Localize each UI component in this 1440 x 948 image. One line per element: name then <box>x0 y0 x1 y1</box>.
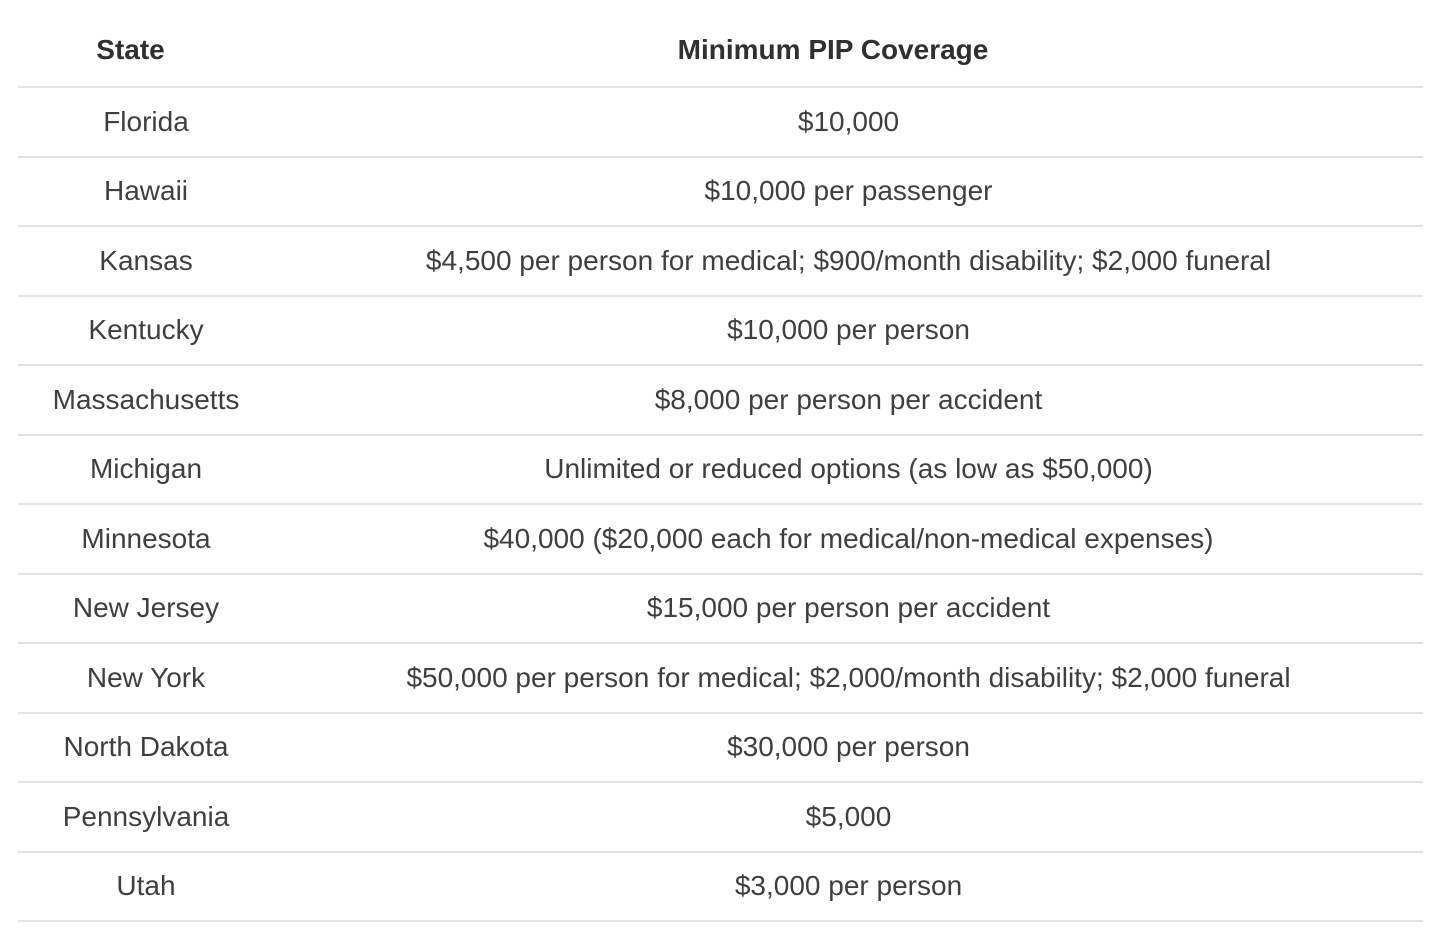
coverage-cell: $5,000 <box>274 782 1423 852</box>
coverage-cell: $10,000 per passenger <box>274 157 1423 227</box>
table-row <box>18 435 1423 505</box>
coverage-cell: $10,000 <box>274 87 1423 157</box>
column-header-coverage: Minimum PIP Coverage <box>274 0 1423 87</box>
state-cell: Massachusetts <box>18 365 274 435</box>
state-cell: Kansas <box>18 226 274 296</box>
table-row <box>18 504 1423 574</box>
table-row <box>18 643 1423 713</box>
column-header-state: State <box>18 0 274 87</box>
coverage-cell: $15,000 per person per accident <box>274 574 1423 644</box>
table-row <box>18 365 1423 435</box>
table-row <box>18 713 1423 783</box>
table-body <box>18 87 1423 921</box>
state-cell: New Jersey <box>18 574 274 644</box>
coverage-cell: $40,000 ($20,000 each for medical/non-medical expenses) <box>274 504 1423 574</box>
coverage-cell: $4,500 per person for medical; $900/month disability; $2,000 funeral <box>274 226 1423 296</box>
table-header-row <box>18 0 1423 87</box>
table-row <box>18 782 1423 852</box>
table-header <box>18 0 1423 87</box>
table-row <box>18 87 1423 157</box>
coverage-cell: $30,000 per person <box>274 713 1423 783</box>
table-row <box>18 157 1423 227</box>
state-cell: Minnesota <box>18 504 274 574</box>
state-cell: New York <box>18 643 274 713</box>
table-row <box>18 852 1423 922</box>
state-cell: Hawaii <box>18 157 274 227</box>
table-row <box>18 226 1423 296</box>
pip-coverage-table <box>18 0 1423 922</box>
coverage-cell: $3,000 per person <box>274 852 1423 922</box>
coverage-cell: Unlimited or reduced options (as low as $50,000) <box>274 435 1423 505</box>
state-cell: Michigan <box>18 435 274 505</box>
table-row <box>18 296 1423 366</box>
coverage-cell: $8,000 per person per accident <box>274 365 1423 435</box>
coverage-cell: $50,000 per person for medical; $2,000/month disability; $2,000 funeral <box>274 643 1423 713</box>
state-cell: Florida <box>18 87 274 157</box>
state-cell: Pennsylvania <box>18 782 274 852</box>
pip-coverage-table-container <box>18 0 1423 922</box>
state-cell: Utah <box>18 852 274 922</box>
state-cell: North Dakota <box>18 713 274 783</box>
table-row <box>18 574 1423 644</box>
state-cell: Kentucky <box>18 296 274 366</box>
coverage-cell: $10,000 per person <box>274 296 1423 366</box>
